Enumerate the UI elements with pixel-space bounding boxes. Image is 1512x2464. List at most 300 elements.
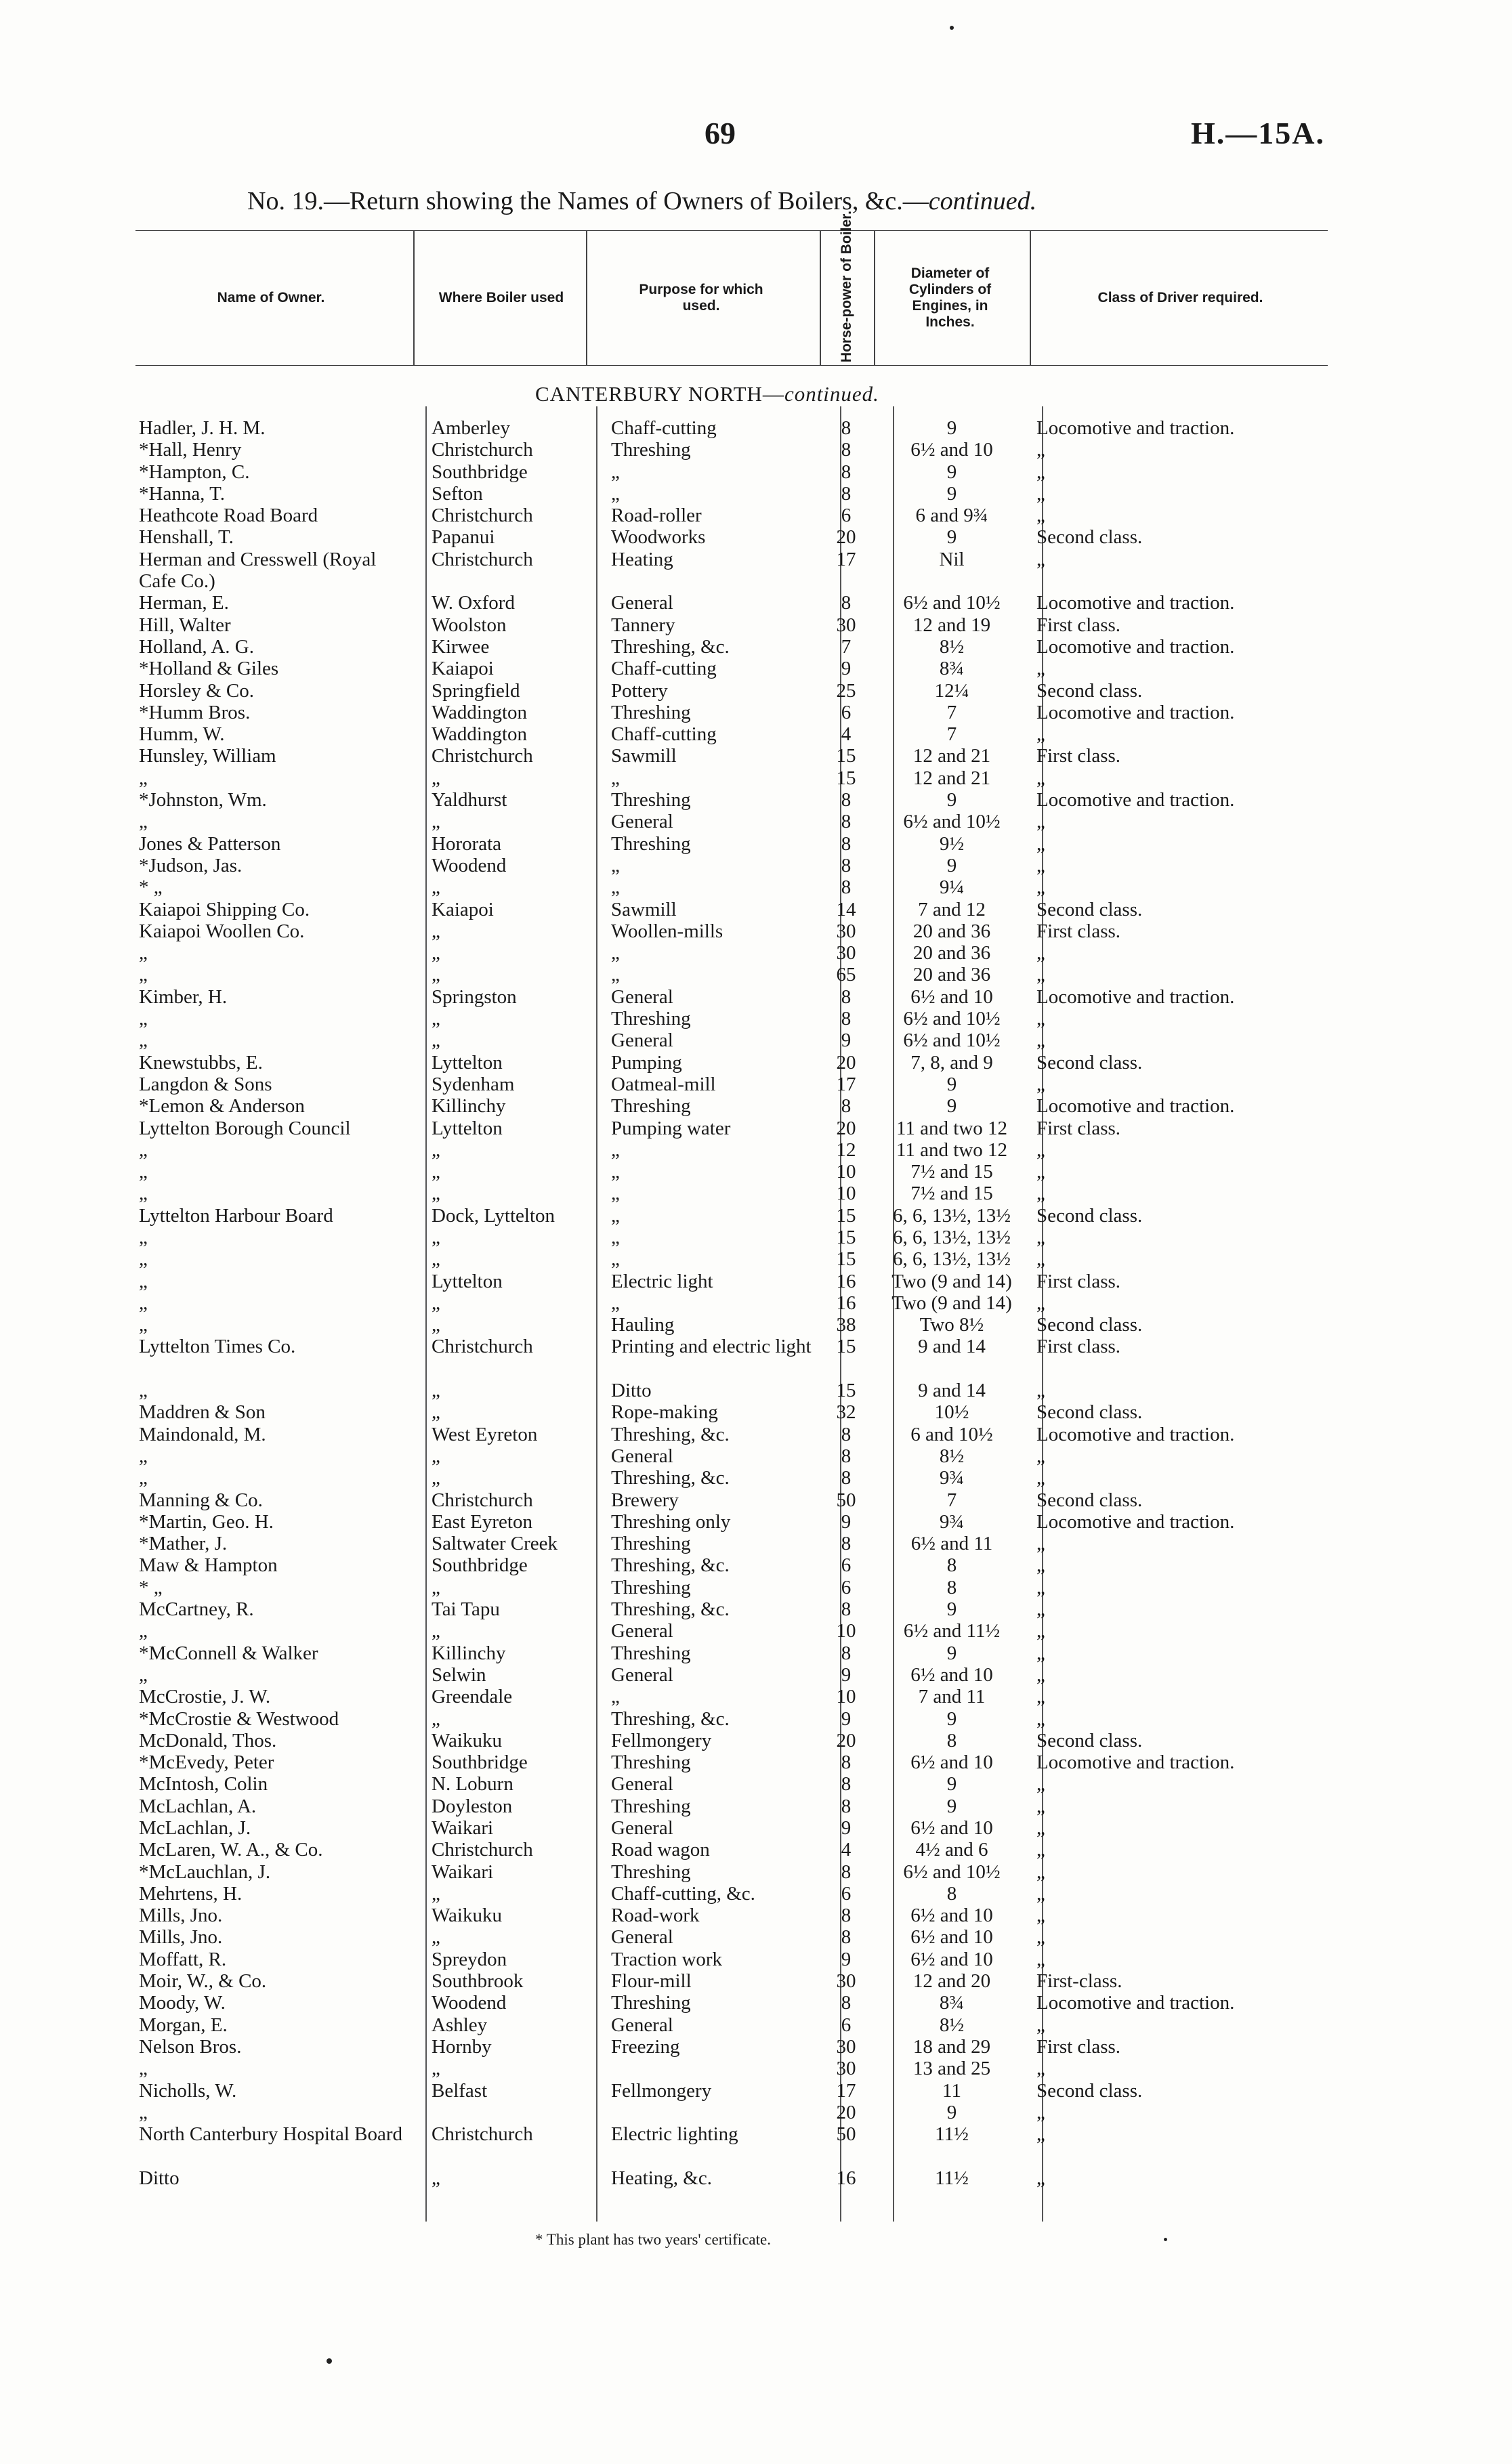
driver-class-cell: „ — [1036, 1882, 1045, 1905]
horse-power-cell: 8 — [841, 985, 852, 1008]
table-row — [135, 526, 1341, 548]
purpose-cell: Tannery — [611, 614, 675, 636]
horse-power-cell: 15 — [836, 1204, 856, 1227]
horse-power-cell: 20 — [836, 2101, 856, 2123]
horse-power-cell: 30 — [836, 942, 856, 964]
diameter-cell: 6½ and 10½ — [903, 1008, 1001, 1030]
driver-class-cell: Second class. — [1036, 1489, 1143, 1511]
where-cell: Southbridge — [432, 461, 528, 483]
horse-power-cell: 6 — [841, 1576, 852, 1598]
diameter-cell: 8 — [946, 1729, 957, 1751]
horse-power-cell: 15 — [836, 1248, 856, 1271]
diameter-cell: 6, 6, 13½, 13½ — [893, 1248, 1011, 1271]
table-row — [135, 1664, 1341, 1686]
table-row — [135, 549, 1341, 593]
owner-cell: Maw & Hampton — [139, 1554, 278, 1577]
owner-cell: *Humm Bros. — [139, 701, 251, 723]
diameter-cell: 8½ — [939, 635, 965, 658]
horse-power-cell: 8 — [841, 1926, 852, 1949]
purpose-cell: „ — [611, 1226, 620, 1248]
purpose-cell: „ — [611, 767, 620, 789]
driver-class-cell: „ — [1036, 1576, 1045, 1598]
where-cell: „ — [432, 1401, 440, 1424]
where-cell: „ — [432, 1620, 440, 1642]
horse-power-cell: 17 — [836, 548, 856, 570]
where-cell: Hornby — [432, 2035, 492, 2058]
horse-power-cell: 4 — [841, 1839, 852, 1861]
purpose-cell: General — [611, 1926, 673, 1949]
diameter-cell: 9 — [946, 1598, 957, 1621]
diameter-cell: 9 — [946, 461, 957, 483]
horse-power-cell: 50 — [836, 1489, 856, 1511]
where-cell: „ — [432, 1707, 440, 1730]
horse-power-cell: 20 — [836, 526, 856, 549]
where-cell: Woodend — [432, 854, 507, 876]
owner-cell: * „ — [139, 1576, 163, 1598]
owner-cell: Lyttelton Harbour Board — [139, 1204, 333, 1227]
diameter-cell: 11 and two 12 — [896, 1117, 1008, 1139]
diameter-cell: 9 and 14 — [918, 1380, 986, 1402]
driver-class-cell: „ — [1036, 1861, 1045, 1883]
diameter-cell: 12¼ — [934, 679, 969, 702]
table-row — [135, 1817, 1341, 1839]
purpose-cell: Chaff-cutting, &c. — [611, 1882, 755, 1905]
owner-cell: *Holland & Giles — [139, 658, 279, 680]
owner-cell: Kaiapoi Shipping Co. — [139, 898, 310, 920]
table-row — [135, 1577, 1341, 1598]
driver-class-cell: First class. — [1036, 1270, 1121, 1292]
owner-cell: Lyttelton Borough Council — [139, 1117, 351, 1139]
horse-power-cell: 30 — [836, 614, 856, 636]
driver-class-cell: Locomotive and traction. — [1036, 417, 1235, 439]
diameter-cell: 8½ — [939, 2014, 965, 2036]
horse-power-cell: 6 — [841, 1882, 852, 1905]
owner-cell: *Hall, Henry — [139, 439, 242, 461]
where-cell: „ — [432, 767, 440, 789]
owner-cell: Kaiapoi Woollen Co. — [139, 920, 305, 942]
driver-class-cell: Locomotive and traction. — [1036, 635, 1235, 658]
driver-class-cell: „ — [1036, 1445, 1045, 1467]
section-name: CANTERBURY NORTH— — [535, 382, 784, 406]
diameter-cell: 7 — [946, 1489, 957, 1511]
table-row — [135, 2123, 1341, 2167]
diameter-cell: 6½ and 10½ — [903, 592, 1001, 614]
driver-class-cell: „ — [1036, 439, 1045, 461]
driver-class-cell: „ — [1036, 658, 1045, 680]
diameter-cell: 9 — [946, 1707, 957, 1730]
where-cell: „ — [432, 2058, 440, 2080]
owner-cell: *McConnell & Walker — [139, 1642, 318, 1664]
owner-cell: „ — [139, 1467, 148, 1489]
purpose-cell: General — [611, 811, 673, 833]
driver-class-cell: „ — [1036, 2101, 1045, 2123]
owner-cell: „ — [139, 1620, 148, 1642]
table-row — [135, 2080, 1341, 2102]
table-row — [135, 855, 1341, 876]
owner-cell: McLachlan, A. — [139, 1795, 257, 1817]
owner-cell: „ — [139, 1663, 148, 1686]
purpose-cell: General — [611, 985, 673, 1008]
where-cell: Selwin — [432, 1663, 486, 1686]
horse-power-cell: 8 — [841, 1423, 852, 1445]
purpose-cell: Threshing — [611, 832, 691, 855]
purpose-cell: Road-roller — [611, 505, 702, 527]
driver-class-cell: Second class. — [1036, 1051, 1143, 1074]
where-cell: „ — [432, 1248, 440, 1271]
driver-class-cell: „ — [1036, 1663, 1045, 1686]
where-cell: Belfast — [432, 2079, 488, 2102]
diameter-cell: 6½ and 10½ — [903, 1029, 1001, 1052]
where-cell: Saltwater Creek — [432, 1533, 558, 1555]
purpose-cell: Threshing, &c. — [611, 635, 730, 658]
diameter-cell: 9 — [946, 2101, 957, 2123]
where-cell: Waddington — [432, 723, 528, 746]
driver-class-cell: „ — [1036, 723, 1045, 746]
where-cell: Waddington — [432, 701, 528, 723]
driver-class-cell: „ — [1036, 811, 1045, 833]
where-cell: „ — [432, 1314, 440, 1336]
horse-power-cell: 8 — [841, 1861, 852, 1883]
horse-power-cell: 12 — [836, 1139, 856, 1161]
horse-power-cell: 8 — [841, 876, 852, 899]
table-row — [135, 2058, 1341, 2079]
horse-power-cell: 15 — [836, 1380, 856, 1402]
purpose-cell: „ — [611, 1204, 620, 1227]
table-row — [135, 1489, 1341, 1511]
diameter-cell: 9 — [946, 1642, 957, 1664]
table-row — [135, 1751, 1341, 1773]
owner-cell: „ — [139, 811, 148, 833]
purpose-cell: „ — [611, 1161, 620, 1183]
purpose-cell: Woodworks — [611, 526, 706, 549]
owner-cell: *Mather, J. — [139, 1533, 228, 1555]
owner-cell: Manning & Co. — [139, 1489, 263, 1511]
horse-power-cell: 15 — [836, 1226, 856, 1248]
table-row — [135, 1029, 1341, 1051]
section-heading — [535, 382, 879, 406]
table-row — [135, 767, 1341, 789]
owner-cell: McLaren, W. A., & Co. — [139, 1839, 323, 1861]
where-cell: Southbridge — [432, 1751, 528, 1774]
purpose-cell: General — [611, 1620, 673, 1642]
owner-cell: Humm, W. — [139, 723, 225, 746]
purpose-cell: Threshing — [611, 1751, 691, 1774]
owner-cell: Lyttelton Times Co. — [139, 1336, 296, 1358]
horse-power-cell: 14 — [836, 898, 856, 920]
diameter-cell: 20 and 36 — [912, 964, 991, 986]
horse-power-cell: 9 — [841, 1029, 852, 1052]
where-cell: Sefton — [432, 482, 483, 505]
where-cell: „ — [432, 1183, 440, 1205]
diameter-cell: 9 and 14 — [918, 1336, 986, 1358]
diameter-cell: 6½ and 10 — [910, 985, 993, 1008]
purpose-cell: Threshing, &c. — [611, 1598, 730, 1621]
owner-cell: „ — [139, 1008, 148, 1030]
purpose-cell: Fellmongery — [611, 2079, 712, 2102]
horse-power-cell: 20 — [836, 1117, 856, 1139]
ink-speck — [950, 26, 954, 30]
purpose-cell: „ — [611, 876, 620, 899]
diameter-cell: Nil — [939, 548, 965, 570]
owner-cell: „ — [139, 942, 148, 964]
where-cell: Christchurch — [432, 439, 533, 461]
where-cell: Woodend — [432, 1992, 507, 2014]
where-cell: „ — [432, 1467, 440, 1489]
table-row — [135, 636, 1341, 658]
driver-class-cell: Second class. — [1036, 898, 1143, 920]
purpose-cell: Pumping water — [611, 1117, 731, 1139]
owner-cell: *McEvedy, Peter — [139, 1751, 274, 1774]
driver-class-cell: „ — [1036, 1248, 1045, 1271]
purpose-cell: Chaff-cutting — [611, 723, 717, 746]
purpose-cell: „ — [611, 1248, 620, 1271]
driver-class-cell: First class. — [1036, 614, 1121, 636]
table-row — [135, 417, 1341, 439]
purpose-cell: Threshing — [611, 1992, 691, 2014]
purpose-cell: Heating — [611, 548, 673, 570]
diameter-cell: 9 — [946, 1773, 957, 1796]
purpose-cell: „ — [611, 942, 620, 964]
horse-power-cell: 8 — [841, 1751, 852, 1774]
diameter-cell: 9 — [946, 1073, 957, 1095]
diameter-cell: 6½ and 10 — [910, 1817, 993, 1839]
where-cell: Greendale — [432, 1686, 513, 1708]
column-header-hp-wrap — [820, 210, 874, 365]
diameter-cell: 6½ and 10½ — [903, 1861, 1001, 1883]
purpose-cell: „ — [611, 482, 620, 505]
where-cell: Lyttelton — [432, 1117, 503, 1139]
owner-cell: „ — [139, 1139, 148, 1161]
table-row — [135, 1380, 1341, 1401]
purpose-cell: Electric light — [611, 1270, 713, 1292]
purpose-cell: Ditto — [611, 1380, 652, 1402]
where-cell: „ — [432, 1226, 440, 1248]
diameter-cell: 8¾ — [939, 1992, 965, 2014]
table-row — [135, 1796, 1341, 1817]
table-row — [135, 1949, 1341, 1970]
diameter-cell: 9½ — [939, 832, 965, 855]
horse-power-cell: 17 — [836, 2079, 856, 2102]
table-row — [135, 1161, 1341, 1183]
table-row — [135, 483, 1341, 505]
diameter-cell: 6½ and 11½ — [903, 1620, 1001, 1642]
driver-class-cell: Locomotive and traction. — [1036, 1992, 1235, 2014]
table-header — [135, 210, 1328, 366]
driver-class-cell: „ — [1036, 1817, 1045, 1839]
owner-cell: Herman, E. — [139, 592, 229, 614]
table-row — [135, 461, 1341, 483]
horse-power-cell: 6 — [841, 1554, 852, 1577]
title-continued: continued. — [928, 187, 1037, 215]
table-row — [135, 1074, 1341, 1095]
where-cell: „ — [432, 1029, 440, 1052]
where-cell: Christchurch — [432, 1489, 533, 1511]
purpose-cell: Woollen-mills — [611, 920, 723, 942]
owner-cell: McCartney, R. — [139, 1598, 254, 1621]
horse-power-cell: 9 — [841, 1948, 852, 1970]
purpose-cell: Threshing — [611, 1861, 691, 1883]
page-reference: H.—15A. — [1191, 116, 1325, 150]
driver-class-cell: Locomotive and traction. — [1036, 1510, 1235, 1533]
driver-class-cell: First class. — [1036, 2035, 1121, 2058]
owner-cell: Heathcote Road Board — [139, 505, 318, 527]
horse-power-cell: 15 — [836, 745, 856, 767]
diameter-cell: 12 and 21 — [912, 745, 991, 767]
horse-power-cell: 30 — [836, 2035, 856, 2058]
table-row — [135, 899, 1341, 920]
horse-power-cell: 65 — [836, 964, 856, 986]
driver-class-cell: „ — [1036, 1795, 1045, 1817]
diameter-cell: 8 — [946, 1882, 957, 1905]
driver-class-cell: „ — [1036, 942, 1045, 964]
table-row — [135, 1533, 1341, 1554]
where-cell: Kirwee — [432, 635, 490, 658]
driver-class-cell: „ — [1036, 1226, 1045, 1248]
where-cell: W. Oxford — [432, 592, 515, 614]
horse-power-cell: 9 — [841, 1707, 852, 1730]
driver-class-cell: First class. — [1036, 1336, 1121, 1358]
driver-class-cell: Locomotive and traction. — [1036, 1751, 1235, 1774]
purpose-cell: „ — [611, 461, 620, 483]
table-row — [135, 1773, 1341, 1795]
diameter-cell: Two 8½ — [919, 1314, 984, 1336]
table-row — [135, 1227, 1341, 1248]
purpose-cell: Sawmill — [611, 898, 677, 920]
table-row — [135, 2102, 1341, 2123]
owner-cell: Maindonald, M. — [139, 1423, 266, 1445]
horse-power-cell: 8 — [841, 439, 852, 461]
purpose-cell: Chaff-cutting — [611, 417, 717, 439]
where-cell: Woolston — [432, 614, 507, 636]
horse-power-cell: 6 — [841, 505, 852, 527]
owner-cell: Hadler, J. H. M. — [139, 417, 266, 439]
diameter-cell: 12 and 21 — [912, 767, 991, 789]
diameter-cell: 20 and 36 — [912, 942, 991, 964]
horse-power-cell: 8 — [841, 1095, 852, 1118]
table-row — [135, 658, 1341, 679]
where-cell: Christchurch — [432, 1336, 533, 1358]
purpose-cell: „ — [611, 964, 620, 986]
horse-power-cell: 30 — [836, 920, 856, 942]
purpose-cell: Threshing — [611, 1576, 691, 1598]
driver-class-cell: „ — [1036, 1620, 1045, 1642]
owner-cell: *Martin, Geo. H. — [139, 1510, 274, 1533]
where-cell: Ashley — [432, 2014, 488, 2036]
driver-class-cell: „ — [1036, 1839, 1045, 1861]
owner-cell: Jones & Patterson — [139, 832, 281, 855]
where-cell: Yaldhurst — [432, 789, 507, 811]
where-cell: Christchurch — [432, 548, 533, 570]
purpose-cell: Printing and electric light — [611, 1336, 812, 1358]
where-cell: Waikuku — [432, 1729, 502, 1751]
purpose-cell: „ — [611, 1686, 620, 1708]
purpose-cell: „ — [611, 854, 620, 876]
owner-cell: „ — [139, 1270, 148, 1292]
column-header-owner: Name of Owner. — [217, 289, 325, 305]
table-row — [135, 1052, 1341, 1074]
diameter-cell: 12 and 20 — [912, 1970, 991, 1993]
diameter-cell: 6½ and 10 — [910, 1663, 993, 1686]
driver-class-cell: First class. — [1036, 745, 1121, 767]
diameter-cell: 9 — [946, 854, 957, 876]
table-row — [135, 964, 1341, 985]
horse-power-cell: 10 — [836, 1686, 856, 1708]
driver-class-cell: „ — [1036, 854, 1045, 876]
owner-cell: *Judson, Jas. — [139, 854, 243, 876]
where-cell: „ — [432, 920, 440, 942]
column-header-driver: Class of Driver required. — [1097, 289, 1263, 305]
where-cell: „ — [432, 1445, 440, 1467]
driver-class-cell: Locomotive and traction. — [1036, 701, 1235, 723]
owner-cell: McCrostie, J. W. — [139, 1686, 271, 1708]
purpose-cell: Electric lighting — [611, 2123, 738, 2146]
diameter-cell: 6½ and 10 — [910, 1905, 993, 1927]
diameter-cell: 9 — [946, 1795, 957, 1817]
horse-power-cell: 15 — [836, 767, 856, 789]
where-cell: Waikuku — [432, 1905, 502, 1927]
where-cell: Dock, Lyttelton — [432, 1204, 555, 1227]
horse-power-cell: 9 — [841, 1817, 852, 1839]
table-row — [135, 1992, 1341, 2014]
table-row — [135, 1445, 1341, 1467]
horse-power-cell: 8 — [841, 1598, 852, 1621]
title-text: No. 19.—Return showing the Names of Owners of Boilers, &c.— — [247, 187, 929, 215]
owner-cell: Langdon & Sons — [139, 1073, 272, 1095]
table-row — [135, 1008, 1341, 1029]
owner-cell: McDonald, Thos. — [139, 1729, 277, 1751]
where-cell: „ — [432, 811, 440, 833]
owner-cell: *McLauchlan, J. — [139, 1861, 271, 1883]
diameter-cell: 9¼ — [939, 876, 965, 899]
diameter-cell: 8 — [946, 1576, 957, 1598]
diameter-cell: 20 and 36 — [912, 920, 991, 942]
horse-power-cell: 8 — [841, 1008, 852, 1030]
owner-cell: „ — [139, 1314, 148, 1336]
purpose-cell: Traction work — [611, 1948, 723, 1970]
diameter-cell: 8¾ — [939, 658, 965, 680]
purpose-cell: Threshing only — [611, 1510, 731, 1533]
purpose-cell: General — [611, 1029, 673, 1052]
horse-power-cell: 10 — [836, 1620, 856, 1642]
owner-cell: McLachlan, J. — [139, 1817, 251, 1839]
purpose-cell: General — [611, 1817, 673, 1839]
table-row — [135, 1248, 1341, 1270]
purpose-cell: Chaff-cutting — [611, 658, 717, 680]
driver-class-cell: „ — [1036, 1686, 1045, 1708]
owner-cell: Hill, Walter — [139, 614, 231, 636]
ink-speck — [1164, 2238, 1167, 2241]
table-row — [135, 876, 1341, 898]
horse-power-cell: 8 — [841, 832, 852, 855]
where-cell: East Eyreton — [432, 1510, 532, 1533]
where-cell: Christchurch — [432, 1839, 533, 1861]
horse-power-cell: 8 — [841, 1445, 852, 1467]
driver-class-cell: Second class. — [1036, 1204, 1143, 1227]
owner-cell: Herman and Cresswell (Royal Cafe Co.) — [139, 548, 377, 592]
owner-cell: Henshall, T. — [139, 526, 234, 549]
table-row — [135, 1926, 1341, 1948]
diameter-cell: 10½ — [934, 1401, 969, 1424]
purpose-cell: General — [611, 2014, 673, 2036]
table-row — [135, 789, 1341, 811]
owner-cell: „ — [139, 1183, 148, 1205]
table-body — [135, 417, 1341, 2189]
horse-power-cell: 10 — [836, 1161, 856, 1183]
where-cell: Springfield — [432, 679, 520, 702]
horse-power-cell: 9 — [841, 1663, 852, 1686]
table-row — [135, 1554, 1341, 1576]
where-cell: Christchurch — [432, 505, 533, 527]
